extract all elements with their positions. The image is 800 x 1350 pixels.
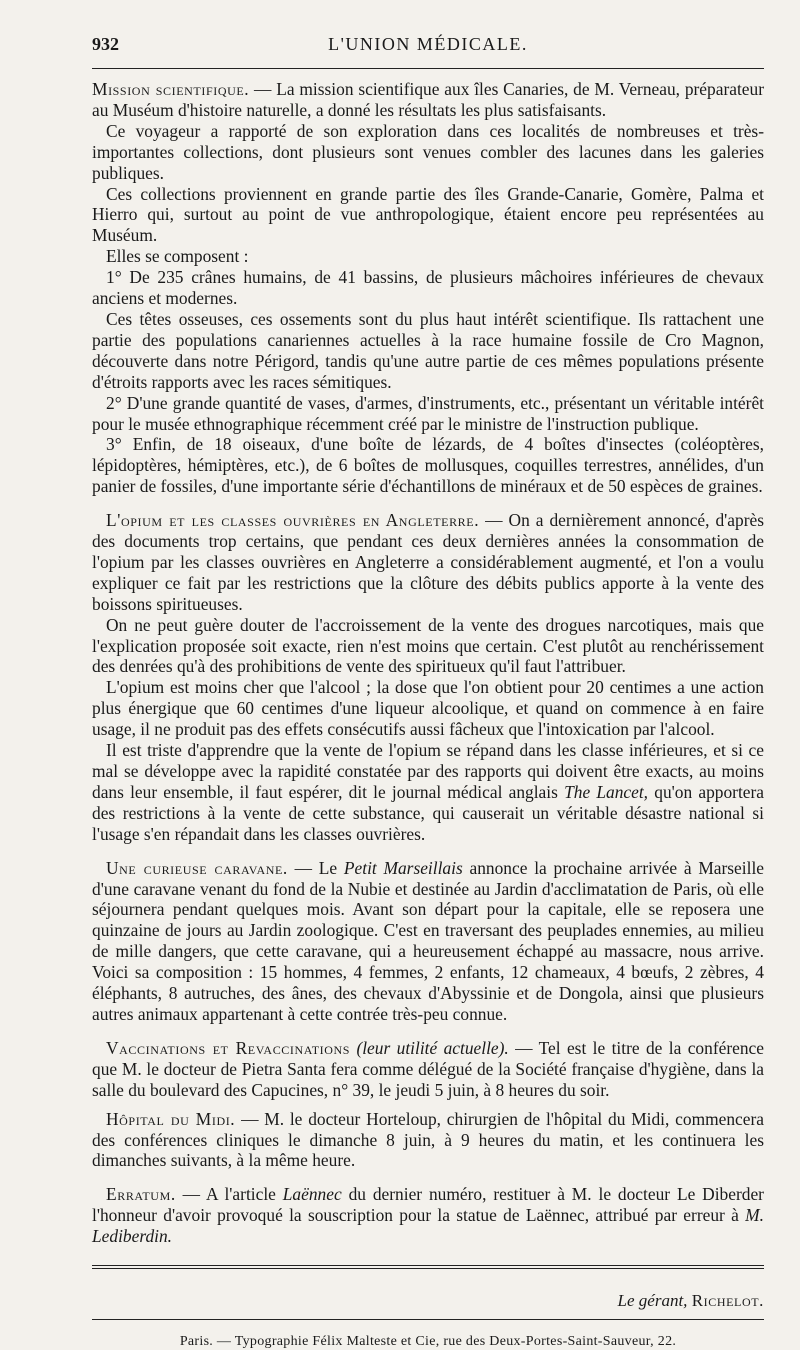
article-heading-italic: (leur utilité actuelle). [356,1037,509,1058]
paragraph: L'opium est moins cher que l'alcool ; la dose que l'on obtient pour 20 centimes a une action plus énergique que 60 centimes d'une liqueur alcoolique, et quand on commence à en faire usage, il ne produit pas des effets consécutifs aussi fâcheux que l'intoxication par l'alcool. [92,677,764,740]
gerant-label: Le gérant, [617,1291,688,1311]
paragraph [92,79,764,121]
paragraph [92,1038,764,1101]
article-caravane [92,858,764,1025]
imprint-rule [92,1319,764,1320]
paragraph-text: — On a dernièrement annoncé, d'après des documents trop certains, que pendant ces deux dernières années la consommation de l'opium par les classes ouvrières en Angleterre a considérablement augmenté, et l'on a voulu expliquer ce fait par les restrictions que la clôture des débits publics apporte à la vente des boissons spiritueuses. [92,510,764,614]
paragraph-text: qu'on apportera des restrictions à la vente de cette substance, qui causerait un véritable désastre national si l'usage s'en répandait dans les classes ouvrières. [92,781,765,844]
article-name: Laënnec [282,1184,342,1205]
printer-imprint: Paris. — Typographie Félix Malteste et Cie, rue des Deux-Portes-Saint-Sauveur, 22. [179,1334,677,1350]
article-heading: L'opium et les classes ouvrières en Angleterre. [106,510,480,531]
newspaper-name: Petit Marseillais [343,857,463,878]
article-erratum [92,1184,764,1247]
paragraph [92,858,764,1025]
paragraph: 3° Enfin, de 18 oiseaux, d'une boîte de lézards, de 4 boîtes d'insectes (coléoptères, lépidoptères, hémiptères, etc.), de 6 boîtes de mollusques, coquilles terrestres, annélides, d'un panier de fossiles, d'une importante série d'échantillons de minéraux et de 50 espèces de graines. [92,434,764,497]
paragraph: 1° De 235 crânes humains, de 41 bassins, de plusieurs mâchoires inférieures de chevaux anciens et modernes. [92,267,764,309]
article-heading: Une curieuse caravane. [106,857,288,878]
page-number: 932 [92,34,119,54]
paragraph: Ces collections proviennent en grande partie des îles Grande-Canarie, Gomère, Palma et Hierro qui, surtout au point de vue anthropologique, étaient encore peu représentées au Muséum. [92,183,764,246]
paragraph-text: Il est triste d'apprendre que la vente de l'opium se répand dans les classe inférieures, et si ce mal se développe avec la rapidité constatée par des rapports qui doivent être exacts, au moins dans leur ensemble, il faut espérer, dit le journal médical anglais [92,740,764,802]
paragraph [92,510,764,615]
article-mission [92,79,764,497]
paragraph-text: — A l'article [182,1184,276,1205]
paragraph-text: annonce la prochaine arrivée à Marseille d'une caravane venant du fond de la Nubie et destinée au Jardin d'acclimatation de Paris, où elle séjournera pendant quelques mois. Avant son départ pour la capitale, elle se reposera une quinzaine de jours au Jardin zoologique. C'est en traversant des peuplades ennemies, au milieu de mille dangers, que cette caravane, qui a heureusement échappé au massacre, nous arrive. Voici sa composition : 15 hommes, 4 femmes, 2 enfants, 12 chameaux, 4 bœufs, 2 zèbres, 4 éléphants, 8 autruches, des ânes, des chevaux d'Abyssinie et de Dongola, ainsi que plusieurs autres animaux appartenant à cette contrée très-peu connue. [92,857,764,1024]
article-heading: Erratum. [106,1184,176,1205]
article-opium [92,510,764,845]
paragraph [92,1184,764,1247]
footer-double-rule [92,1265,764,1269]
article-heading: Mission scientifique. [92,79,250,99]
gerant-signature [92,1291,764,1311]
paragraph: 2° D'une grande quantité de vases, d'armes, d'instruments, etc., présentant un véritable intérêt pour le musée ethnographique récemment créé par le ministre de l'instruction publique. [92,392,764,434]
page-header [92,30,764,60]
paragraph-text: — Le [294,857,338,878]
paragraph: Elles se composent : [106,246,249,267]
paragraph-text: — M. le docteur Horteloup, chirurgien de l'hôpital du Midi, commencera des conférences cliniques le dimanche 8 juin, à 9 heures du matin, et les continuera les dimanches suivants, à la même heure. [92,1108,764,1171]
article-heading: Vaccinations et Revaccinations [106,1037,351,1058]
gerant-name: Richelot. [691,1291,764,1311]
paragraph-text: — La mission scientifique aux îles Canaries, de M. Verneau, préparateur au Muséum d'histoire naturelle, a donné les résultats les plus satisfaisants. [92,79,764,120]
paragraph-text: — Tel est le titre de la conférence que M. le docteur de Pietra Santa fera comme délégué de la Société française d'hygiène, dans la salle du boulevard des Capucines, n° 39, le jeudi 5 juin, à 8 heures du soir. [92,1037,764,1100]
journal-title: L'UNION MÉDICALE. [328,34,528,54]
article-hopital [92,1109,764,1172]
paragraph: On ne peut guère douter de l'accroissement de la vente des drogues narcotiques, mais que l'explication proposée soit exacte, rien n'est moins que certain. C'est plutôt au renchérissement des denrées qu'à des prohibitions de vente des spiritueux qu'il faut l'attribuer. [92,614,764,677]
journal-name: The Lancet, [564,781,649,802]
corrected-name: M. Lediberdin. [92,1205,764,1247]
paragraph: Ces têtes osseuses, ces ossements sont du plus haut intérêt scientifique. Ils rattachent une partie des populations canariennes actuelles à la race humaine fossile de Cro Magnon, découverte dans notre Périgord, tandis qu'une autre partie de ces mêmes populations présente d'étroits rapports avec les races sémitiques. [92,308,764,392]
header-rule [92,68,764,69]
paragraph-text: du dernier numéro, restituer à M. le docteur Le Diberder l'honneur d'avoir provoqué la souscription pour la statue de Laënnec, attribué par erreur à [92,1184,764,1226]
article-heading: Hôpital du Midi. [106,1108,236,1129]
article-vaccinations [92,1038,764,1101]
paragraph [92,740,764,845]
paragraph [92,1109,764,1172]
paragraph: Ce voyageur a rapporté de son exploration dans ces localités de nombreuses et très-importantes collections, dont plusieurs sont venues combler des lacunes dans les galeries publiques. [92,120,764,183]
